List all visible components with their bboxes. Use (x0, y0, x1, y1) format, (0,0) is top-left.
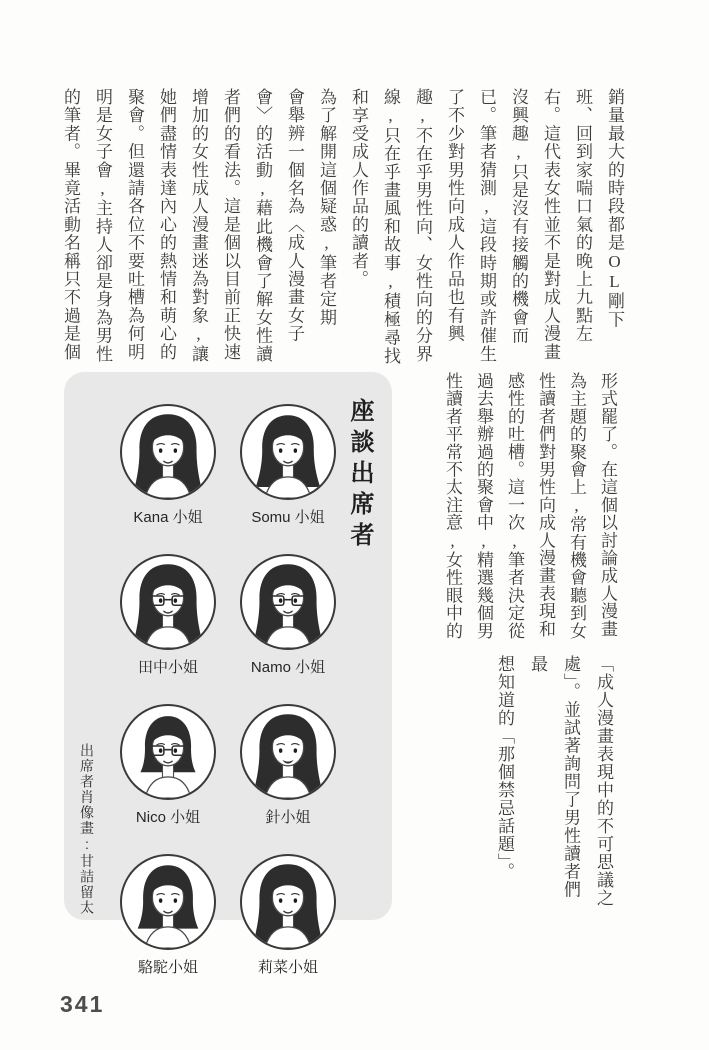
text-column: 為主題的聚會上,常有機會聽到女 (567, 372, 586, 640)
text-column: 銷量最大的時段都是OL剛下 (605, 88, 624, 329)
text-column: 聚會。但還請各位不要吐槽為何明 (125, 88, 144, 361)
attendee (120, 704, 216, 827)
panel-title: 座談出席者 (346, 398, 373, 553)
page-number: 341 (60, 991, 105, 1017)
illustrator-credit: 出席者肖像畫:甘詰留太 (79, 743, 95, 916)
text-column: 明是女子會,主持人卻是身為男性 (93, 88, 112, 363)
attendees-panel (64, 372, 392, 976)
text-column: 線,只在乎畫風和故事,積極尋找 (381, 88, 400, 365)
attendees-grid (120, 404, 336, 977)
avatar-illustration (122, 856, 214, 948)
avatar-illustration (242, 856, 334, 948)
attendee-portrait (120, 704, 216, 800)
text-column: 為了解開這個疑惑,筆者定期 (317, 88, 336, 327)
attendee-name: Namo 小姐 (250, 659, 326, 676)
attendee-portrait (120, 554, 216, 650)
attendee-portrait (240, 854, 336, 950)
attendee-portrait (240, 704, 336, 800)
text-column: 班、回到家喘口氣的晚上九點左 (573, 88, 592, 343)
attendee-portrait (240, 554, 336, 650)
avatar-illustration (242, 706, 334, 798)
text-column: 已。筆者猜測,這段時期或許催生 (477, 88, 496, 363)
attendee-name: Nico 小姐 (135, 809, 201, 826)
attendee (240, 554, 336, 677)
text-column: 沒興趣,只是沒有接觸的機會而 (509, 88, 528, 345)
attendee (120, 554, 216, 677)
attendee-name: 駱駝小姐 (137, 959, 198, 976)
text-column: 性讀者平常不太注意,女性眼中的 (443, 372, 462, 640)
closing-text (488, 655, 620, 913)
text-column: 性讀者們對男性向成人漫畫表現和 (536, 372, 555, 638)
attendee-name: 針小姐 (265, 809, 311, 826)
attendee-name: Somu 小姐 (251, 509, 325, 526)
text-column: 了不少對男性向成人作品也有興 (445, 88, 464, 343)
avatar-illustration (122, 706, 214, 798)
text-column: 增加的女性成人漫畫迷為對象,讓 (189, 88, 208, 363)
attendee-portrait (120, 404, 216, 500)
text-column: 者們的看法。這是個以目前正快速 (221, 88, 240, 361)
avatar-illustration (122, 406, 214, 498)
main-text (54, 88, 630, 384)
text-column: 「成人漫畫表現中的不可思議之 (594, 655, 613, 907)
text-column: 趣,不在乎男性向、女性向的分界 (413, 88, 432, 363)
text-column: 和享受成人作品的讀者。 (349, 88, 368, 289)
attendee-name: 莉菜小姐 (257, 959, 318, 976)
text-column: 右。這代表女性並不是對成人漫畫 (541, 88, 560, 361)
text-column: 她們盡情表達內心的熱情和萌心的 (157, 88, 176, 361)
text-column: 形式罷了。在這個以討論成人漫畫 (598, 372, 617, 638)
attendee (120, 854, 216, 977)
attendee (240, 404, 336, 527)
text-column: 會舉辨一個名為〈成人漫畫女子 (285, 88, 304, 343)
avatar-illustration (242, 406, 334, 498)
attendee-portrait (120, 854, 216, 950)
attendee (120, 404, 216, 527)
text-column: 的筆者。畢竟活動名稱只不過是個 (61, 88, 80, 361)
attendee-portrait (240, 404, 336, 500)
continuation-text (437, 372, 623, 656)
attendee (240, 704, 336, 827)
attendee-name: Kana 小姐 (133, 509, 203, 526)
avatar-illustration (122, 556, 214, 648)
avatar-illustration (242, 556, 334, 648)
attendee (240, 854, 336, 977)
text-column: 感性的吐槽。這一次,筆者決定從 (505, 372, 524, 640)
attendee-name: 田中小姐 (137, 659, 198, 676)
text-column: 想知道的「那個禁忌話題」。 (495, 655, 514, 881)
text-column: 過去舉辦過的聚會中,精選幾個男 (474, 372, 493, 640)
text-column: 會〉的活動,藉此機會了解女性讀 (253, 88, 272, 363)
text-column: 處」。並試著詢問了男性讀者們最 (528, 655, 580, 899)
